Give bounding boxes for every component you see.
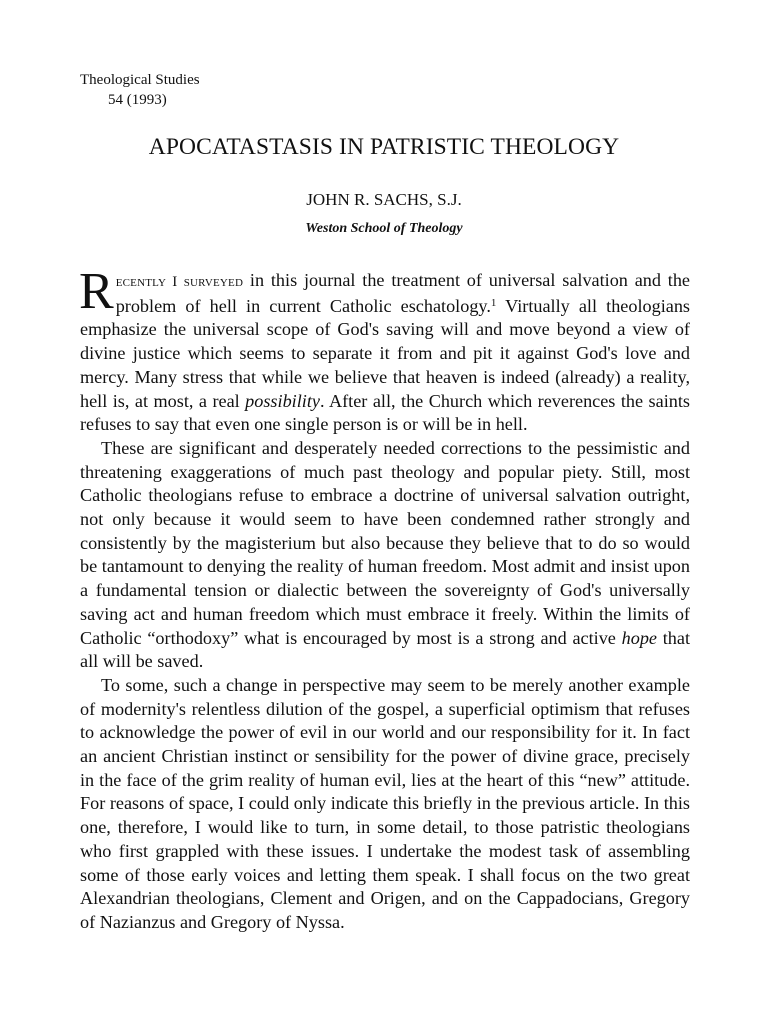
journal-name: Theological Studies	[80, 72, 200, 88]
paragraph-1	[79, 263, 691, 437]
paragraph-3	[80, 674, 690, 935]
paragraph-1-text-b: Virtually all theologians emphasize the universal scope of God's saving will and move beyond a view of divine justice which seems to separate it from and pit it against God's love and mercy. Many stress that while we believe that heaven is indeed (already) a reality, hell is, at most, a real	[80, 295, 690, 411]
paragraph-2	[80, 437, 690, 674]
lead-in-smallcaps: ecently I surveyed	[115, 274, 244, 290]
volume-year: 54 (1993)	[108, 92, 167, 108]
paragraph-2-text-b: that all will be saved.	[80, 627, 690, 672]
paragraph-1-text-a: in this journal the treatment of universal salvation and the problem of hell in current Catholic eschatology.	[115, 270, 691, 316]
paragraph-1-text-c: . After all, the Church which reverences the saints refuses to say that even one single person is or will be in hell.	[80, 390, 690, 435]
emphasis-hope: hope	[621, 627, 657, 648]
journal-header	[80, 70, 200, 110]
footnote-ref: 1	[490, 296, 497, 309]
paragraph-2-text-a: These are significant and desperately needed corrections to the pessimistic and threatening exaggerations of much past theology and popular piety. Still, most Catholic theologians refuse to embrace a doctrine of universal salvation outright, not only because it would seem to have been condemned rather strongly and consistently by the magisterium but also because they believe that to do so would be tantamount to denying the reality of human freedom. Most admit and insist upon a fundamental tension or dialectic between the sovereignty of God's universally saving act and human freedom which must embrace it freely. Within the limits of Catholic “orthodoxy” what is encouraged by most is a strong and active	[80, 437, 690, 648]
article-body	[79, 263, 691, 935]
article-author: JOHN R. SACHS, S.J.	[306, 190, 462, 209]
emphasis-possibility: possibility	[245, 390, 320, 411]
article-title: APOCATASTASIS IN PATRISTIC THEOLOGY	[148, 134, 620, 160]
author-affiliation: Weston School of Theology	[305, 221, 463, 236]
drop-cap: R	[79, 263, 114, 320]
paragraph-3-text: To some, such a change in perspective may seem to be merely another example of modernity's relentless dilution of the gospel, a superficial optimism that refuses to acknowledge the power of evil in our world and our responsibility for it. In fact an ancient Christian instinct or sensibility for the power of divine grace, precisely in the face of the grim reality of human evil, lies at the heart of this “new” attitude. For reasons of space, I could only indicate this briefly in the previous article. In this one, therefore, I would like to turn, in some detail, to those patristic theologians who first grappled with these issues. I undertake the modest task of assembling some of those early voices and letting them speak. I shall focus on the two great Alexandrian theologians, Clement and Origen, and on the Cappadocians, Gregory of Nazianzus and Gregory of Nyssa.	[80, 674, 690, 932]
